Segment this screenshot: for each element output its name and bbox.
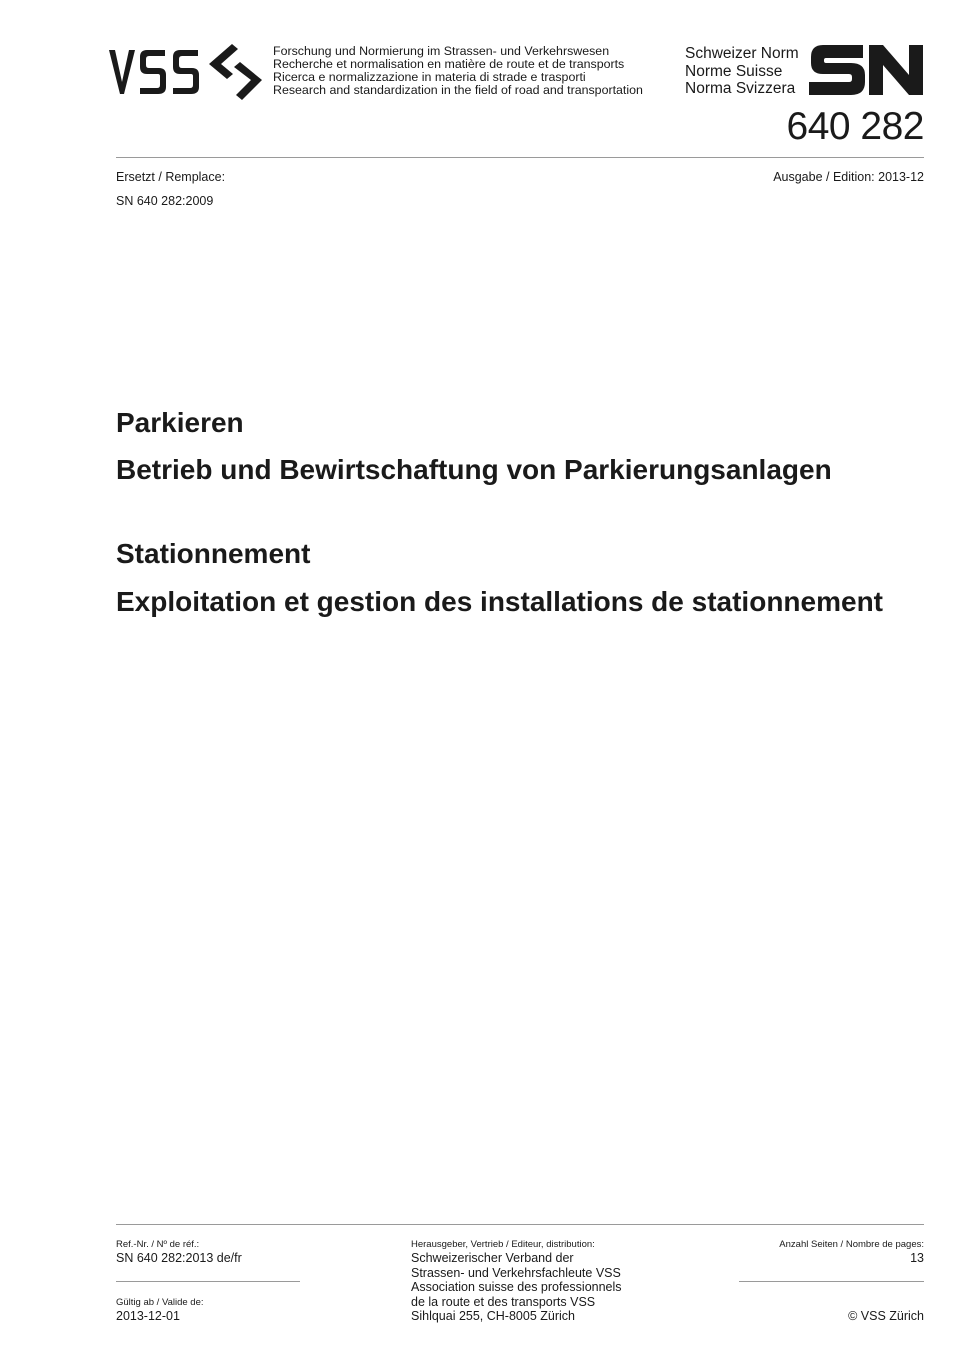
reference-divider xyxy=(116,1281,300,1282)
title-french: Stationnement xyxy=(116,538,311,569)
copyright: © VSS Zürich xyxy=(848,1309,924,1323)
norm-number: 640 282 xyxy=(786,105,924,148)
tagline-fr: Recherche et normalisation en matière de route et de transports xyxy=(273,57,625,71)
header-divider xyxy=(116,157,924,158)
publisher-line: Sihlquai 255, CH-8005 Zürich xyxy=(411,1309,575,1323)
tagline-de: Forschung und Normierung im Strassen- und Verkehrswesen xyxy=(273,44,610,58)
valid-from-value: 2013-12-01 xyxy=(116,1309,180,1323)
page-count-label: Anzahl Seiten / Nombre de pages: xyxy=(779,1239,924,1250)
valid-from-label: Gültig ab / Valide de: xyxy=(116,1297,204,1308)
sn-logo xyxy=(809,45,924,95)
publisher-line: Schweizerischer Verband der xyxy=(411,1251,574,1265)
sn-language-de: Schweizer Norm xyxy=(685,45,799,62)
replaces-value: SN 640 282:2009 xyxy=(116,194,214,208)
sn-languages xyxy=(685,45,799,98)
publisher-label: Herausgeber, Vertrieb / Editeur, distribution: xyxy=(411,1239,595,1250)
sn-language-it: Norma Svizzera xyxy=(685,80,796,97)
footer-divider xyxy=(116,1224,924,1225)
edition-date: Ausgabe / Edition: 2013-12 xyxy=(773,170,924,184)
publisher-line: Association suisse des professionnels xyxy=(411,1280,622,1294)
tagline-en: Research and standardization in the field of road and transportation xyxy=(273,83,643,97)
page-count-divider xyxy=(739,1281,924,1282)
reference-value: SN 640 282:2013 de/fr xyxy=(116,1251,242,1265)
vss-tagline xyxy=(273,45,643,97)
vss-logo xyxy=(107,42,267,102)
tagline-it: Ricerca e normalizzazione in materia di strade e trasporti xyxy=(273,70,586,84)
publisher-line: de la route et des transports VSS xyxy=(411,1294,596,1309)
title-german: Parkieren xyxy=(116,407,244,438)
replaces-label: Ersetzt / Remplace: xyxy=(116,170,226,184)
subtitle-french: Exploitation et gestion des installations de stationnement xyxy=(116,586,883,617)
sn-language-fr: Norme Suisse xyxy=(685,62,783,80)
page-count-value: 13 xyxy=(910,1251,924,1265)
reference-label: Ref.-Nr. / Nº de réf.: xyxy=(116,1239,200,1250)
publisher-line: Strassen- und Verkehrsfachleute VSS xyxy=(411,1265,621,1280)
publisher-address xyxy=(411,1251,622,1324)
subtitle-german: Betrieb und Bewirtschaftung von Parkierungsanlagen xyxy=(116,454,832,485)
